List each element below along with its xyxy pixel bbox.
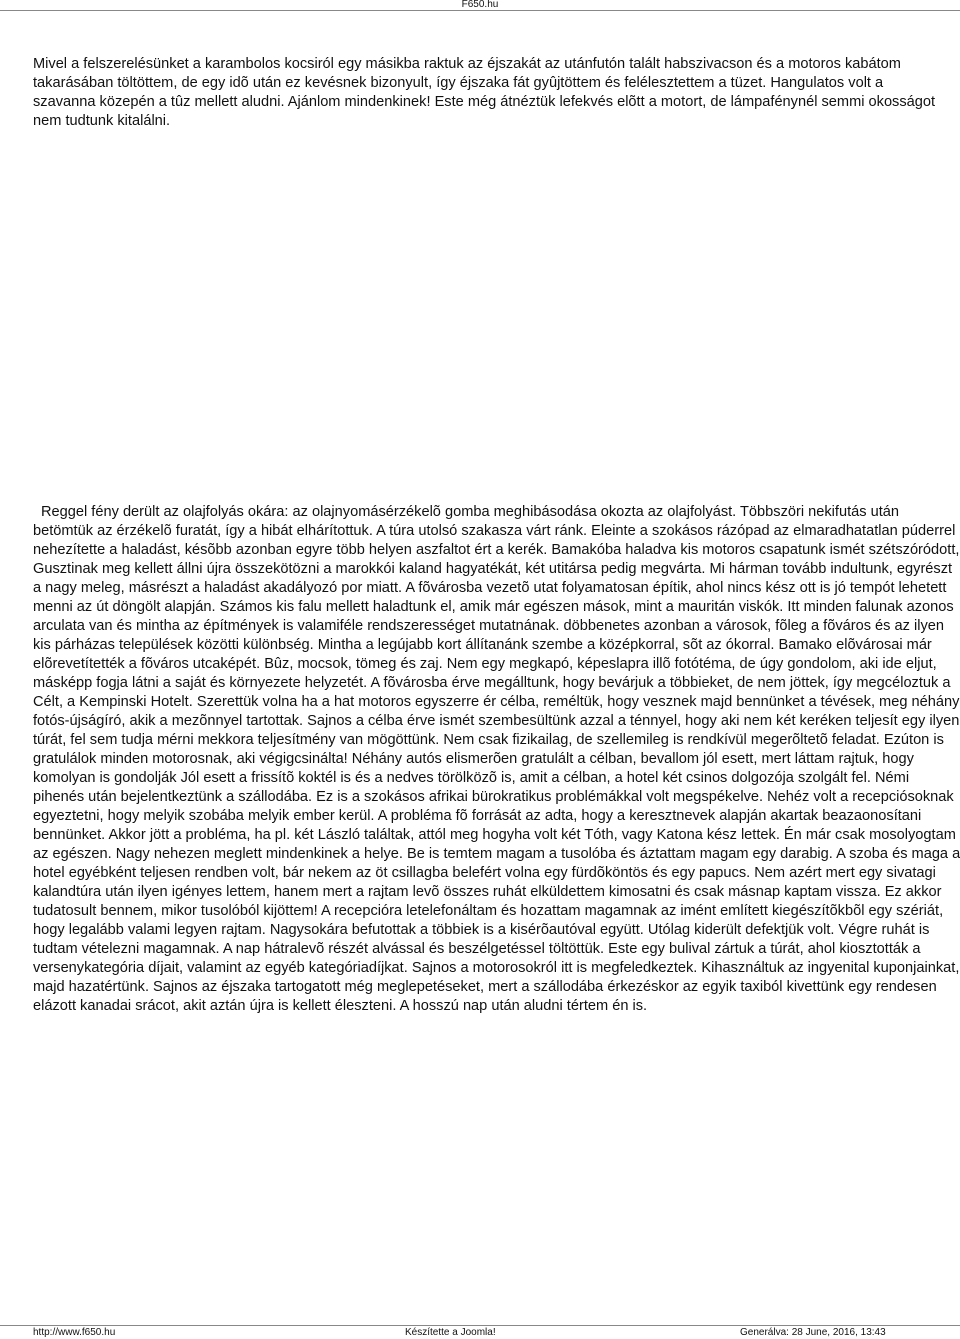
page-footer (0, 1325, 960, 1339)
footer-generated-date: Generálva: 28 June, 2016, 13:43 (740, 1327, 886, 1338)
article-paragraph-1: Mivel a felszerelésünket a karambolos kocsiról egy másikba raktuk az éjszakát az utánfutón talált habszivacson és a motoros kabátom takarásában töltöttem, de egy idõ után ez kevésnek bizonyult, így éjszaka fát gyûjtöttem és felélesztettem a tüzet. Hangulatos volt a szavanna közepén a tûz mellett aludni. Ajánlom mindenkinek! Este még átnéztük lefekvés elõtt a motort, de lámpafénynél semmi okosságot nem tudtunk kitalálni. (33, 56, 936, 129)
article-paragraph-2: Reggel fény derült az olajfolyás okára: az olajnyomásérzékelõ gomba meghibásodása okozta az olajfolyást. Többszöri nekifutás után betömtük az érzékelõ furatát, így a hibát elhárítottuk. A túra utolsó szakasza várt ránk. Eleinte a szokásos rázópad az elmaradhatatlan púderrel nehezítette a haladást, késõbb azonban egyre több helyen aszfaltot ért a kerék. Bamakóba haladva kis motoros csapatunk ismét szétszóródott, Gusztinak meg kellett állni újra összekötözni a marokkói kaland hagyatékát, két utitársa pedig megvárta. Mi hárman tovább indultunk, egyrészt a nagy meleg, másrészt a haladást akadályozó por miatt. A fõvárosba vezetõ utat folyamatosan építik, ahol nincs kész ott is jó tempót lehetett menni az út döngölt alapján. Számos kis falu mellett haladtunk el, amik már egészen mások, mint a mauritán viskók. Itt minden falunak azonos arculata van és mintha az építmények is valamiféle rendszerességet mutatnának. döbbenetes azonban a városok, fõleg a fõváros és az ilyen kis párházas települések közötti különbség. Mintha a legújabb kort állítanánk szembe a középkorral, sõt az ókorral. Bamako elõvárosai már elõrevetítették a fõváros utcaképét. Bûz, mocsok, tömeg és zaj. Nem egy megkapó, képeslapra illõ fotótéma, de úgy gondolom, aki ide eljut, másképp fogja látni a saját és környezete helyzetét. A fõvárosba érve megálltunk, hogy bevárjuk a többieket, de nem jöttek, így megcéloztuk a Célt, a Kempinski Hotelt. Szerettük volna ha a hat motoros egyszerre ér célba, reméltük, hogy vesznek majd bennünket a tévések, meg néhány fotós-újságíró, akik a mezõnnyel tartottak. Sajnos a célba érve ismét szembesültünk azzal a ténnyel, hogy aki nem két keréken teljesít egy ilyen túrát, fel sem tudja mérni mekkora teljesítmény van mögöttünk. Nem csak fizikailag, de szellemileg is rendkívül megerõltetõ feladat. Ezúton is gratulálok minden motorosnak, aki végigcsinálta! Néhány autós elismerõen gratulált a célban, bevallom jól esett, mert láttam rajtuk, hogy komolyan is gondolják Jól esett a frissítõ koktél is és a nedves törölközõ is, amit a célban, a hotel két csinos dolgozója szolgált fel. Némi pihenés után bejelentkeztünk a szállodába. Ez is a szokásos afrikai bürokratikus problémákkal volt megspékelve. Nehéz volt a recepciósoknak egyeztetni, hogy melyik szobába melyik ember kerül. A probléma fõ forrását az adta, hogy a keresztnevek alapján akartak beazaonosítani bennünket. Akkor jött a probléma, ha pl. két László találtak, attól meg hogyha volt két Tóth, vagy Katona kész lettek. Én már csak mosolyogtam az egészen. Nagy nehezen meglett mindenkinek a helye. Be is temtem magam a tusolóba és áztattam magam egy darabig. A szoba és maga a hotel egyébként teljesen rendben volt, bár nekem az öt csillagba belefért volna egy fürdõköntös és egy papucs. Nem azért mert egy sivatagi kalandtúra után ilyen igényes lettem, hanem mert a rajtam levõ összes ruhát elküldettem kimosatni és csak másnap kaptam vissza. Ez akkor tudatosult bennem, mikor tusolóból kijöttem! A recepcióra letelefonáltam és hozattam magamnak az imént említett kiegészítõkbõl egy szériát, hogy legalább valami legyen rajtam. Nagysokára befutottak a többiek is a kisérõautóval együtt. Utólag kiderült defektjük volt. Végre ruhát is tudtam vételezni magamnak. A nap hátralevõ részét alvással és beszélgetéssel töltöttük. Este egy bulival zártuk a túrát, ahol kiosztották a versenykategória díjait, valamint az egyéb kategóriadíjkat. Sajnos a motorosokról itt is megfeledkeztek. Kihasználtuk az ingyenital kuponjainkat, majd hazatértünk. Sajnos az éjszaka tartogatott még meglepetéseket, mert a szállodába érkezéskor az egyik taxiból kivettünk egy rendesen elázott kanadai srácot, akit aztán újra is kellett éleszteni. A hosszú nap után aludni tértem én is. (33, 504, 960, 1014)
page-header (0, 0, 960, 11)
footer-credit: Készítette a Joomla! (405, 1327, 496, 1338)
footer-url[interactable]: http://www.f650.hu (33, 1327, 116, 1338)
site-title: F650.hu (461, 0, 499, 10)
